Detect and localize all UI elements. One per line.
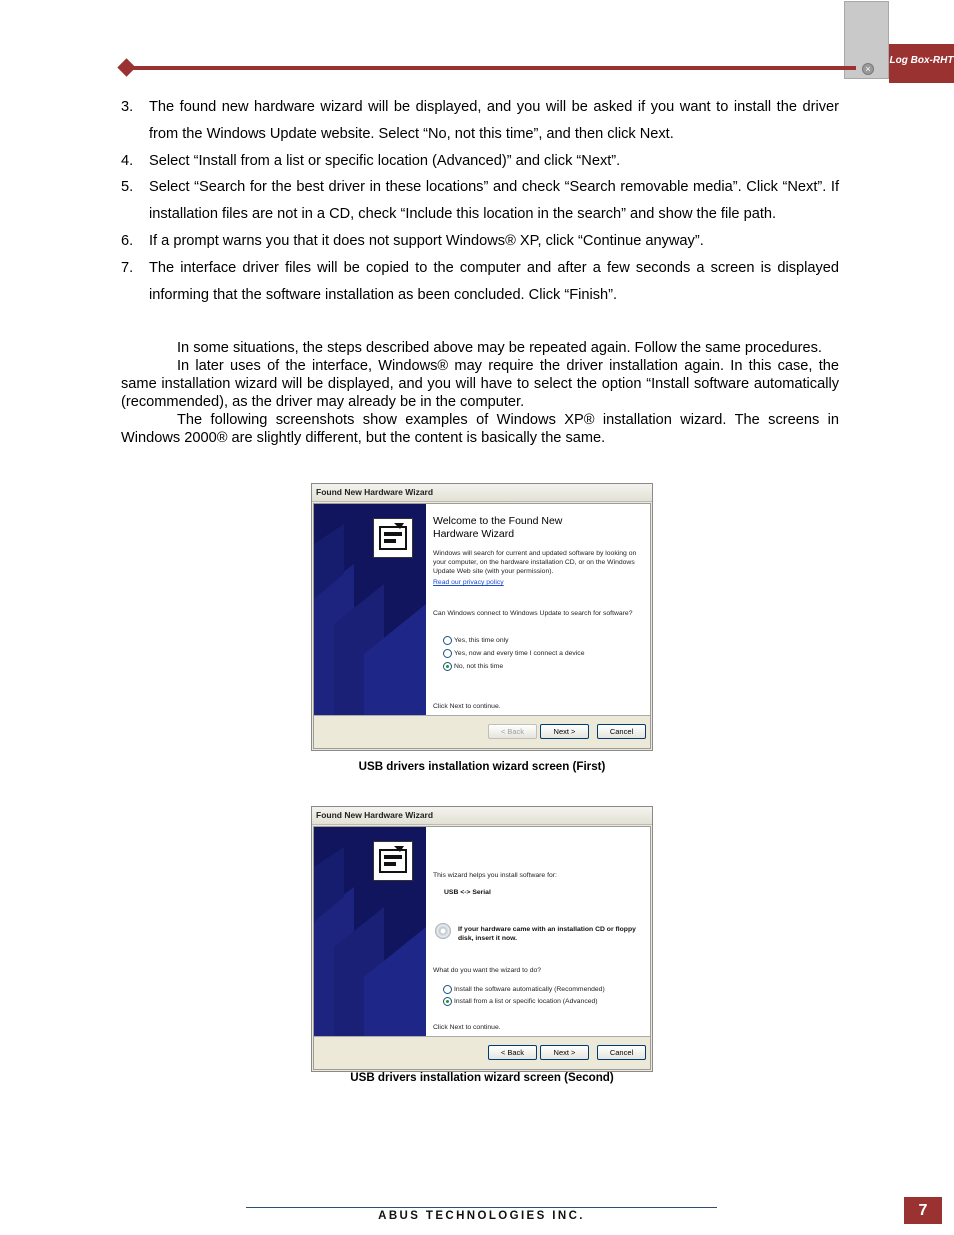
paragraph: The following screenshots show examples of Windows XP® installation wizard. The screens in Windows 2000® are slightly different, but the content is basically the same. <box>121 412 839 446</box>
back-button[interactable]: < Back <box>488 724 537 739</box>
cancel-button[interactable]: Cancel <box>597 724 646 739</box>
wizard-content <box>433 827 644 1037</box>
footer-company: ABUS TECHNOLOGIES INC. <box>378 1210 585 1222</box>
wizard-question: Can Windows connect to Windows Update to search for software? <box>433 610 633 617</box>
back-button[interactable]: < Back <box>488 1045 537 1060</box>
header-product-label: Log Box-RHT <box>889 44 954 83</box>
footer-rule <box>246 1207 717 1208</box>
radio-install-automatically[interactable]: Install the software automatically (Recommended) <box>443 985 605 994</box>
wizard-heading: Welcome to the Found New Hardware Wizard <box>433 515 563 540</box>
hardware-icon <box>373 518 413 558</box>
wizard-continue-text: Click Next to continue. <box>433 703 501 710</box>
radio-yes-every-time[interactable]: Yes, now and every time I connect a device <box>443 649 584 658</box>
paragraph: In some situations, the steps described above may be repeated again. Follow the same procedures. <box>177 340 822 356</box>
radio-yes-this-time[interactable]: Yes, this time only <box>443 636 509 645</box>
wizard-button-bar <box>314 1036 650 1069</box>
next-button[interactable]: Next > <box>540 1045 589 1060</box>
radio-no-not-this-time[interactable]: No, not this time <box>443 662 503 671</box>
wizard-title-bar: Found New Hardware Wizard <box>312 484 652 502</box>
wizard-question: What do you want the wizard to do? <box>433 967 542 974</box>
wizard-content <box>433 504 644 716</box>
cancel-button[interactable]: Cancel <box>597 1045 646 1060</box>
wizard-panel <box>313 503 651 749</box>
hardware-icon <box>373 841 413 881</box>
list-item: 6. If a prompt warns you that it does not support Windows® XP, click “Continue anyway”. <box>121 232 704 249</box>
list-item: 4. Select “Install from a list or specific location (Advanced)” and click “Next”. <box>121 152 621 169</box>
wizard-continue-text: Click Next to continue. <box>433 1024 501 1031</box>
caption-first: USB drivers installation wizard screen (First) <box>358 760 606 773</box>
wizard-intro: This wizard helps you install software for: <box>433 872 557 879</box>
list-item: 5. Select “Search for the best driver in these locations” and check “Search removable media”. Click “Next”. If installation files are not in a CD, check “Include this location in the search” and show the file path. <box>121 179 839 223</box>
header-rule <box>126 66 856 70</box>
caption-second: USB drivers installation wizard screen (Second) <box>350 1071 614 1084</box>
wizard-panel <box>313 826 651 1070</box>
installation-steps <box>121 94 839 308</box>
wizard-screenshot-second <box>311 806 653 1072</box>
header-diamond-icon <box>117 58 135 76</box>
paragraph: In later uses of the interface, Windows® may require the driver installation again. In this case, the same installation wizard will be displayed, and you will have to select the option “Install software automatically (recommended), as the driver may already be in the computer. <box>121 358 839 410</box>
wizard-button-bar <box>314 715 650 748</box>
close-circle-icon: × <box>862 63 874 75</box>
wizard-title-bar: Found New Hardware Wizard <box>312 807 652 825</box>
next-button[interactable]: Next > <box>540 724 589 739</box>
body-paragraphs <box>121 339 839 447</box>
wizard-side-banner <box>314 504 426 716</box>
list-item: 7. The interface driver files will be copied to the computer and after a few seconds a screen is displayed informing that the software installation as been concluded. Click “Finish”. <box>121 259 839 303</box>
privacy-policy-link[interactable]: Read our privacy policy <box>433 579 504 586</box>
wizard-intro: Windows will search for current and updated software by looking on your computer, on the hardware installation CD, or on the Windows Update Web site (with your permission). <box>433 550 637 575</box>
page-number: 7 <box>904 1197 942 1224</box>
radio-install-from-list[interactable]: Install from a list or specific location (Advanced) <box>443 997 598 1006</box>
wizard-side-banner <box>314 827 426 1037</box>
device-name: USB <-> Serial <box>444 889 491 896</box>
wizard-screenshot-first <box>311 483 653 751</box>
cd-icon <box>435 923 451 939</box>
cd-note: If your hardware came with an installation CD or floppy disk, insert it now. <box>458 926 636 942</box>
list-item: 3. The found new hardware wizard will be displayed, and you will be asked if you want to install the driver from the Windows Update website. Select “No, not this time”, and then click Next. <box>121 99 839 142</box>
